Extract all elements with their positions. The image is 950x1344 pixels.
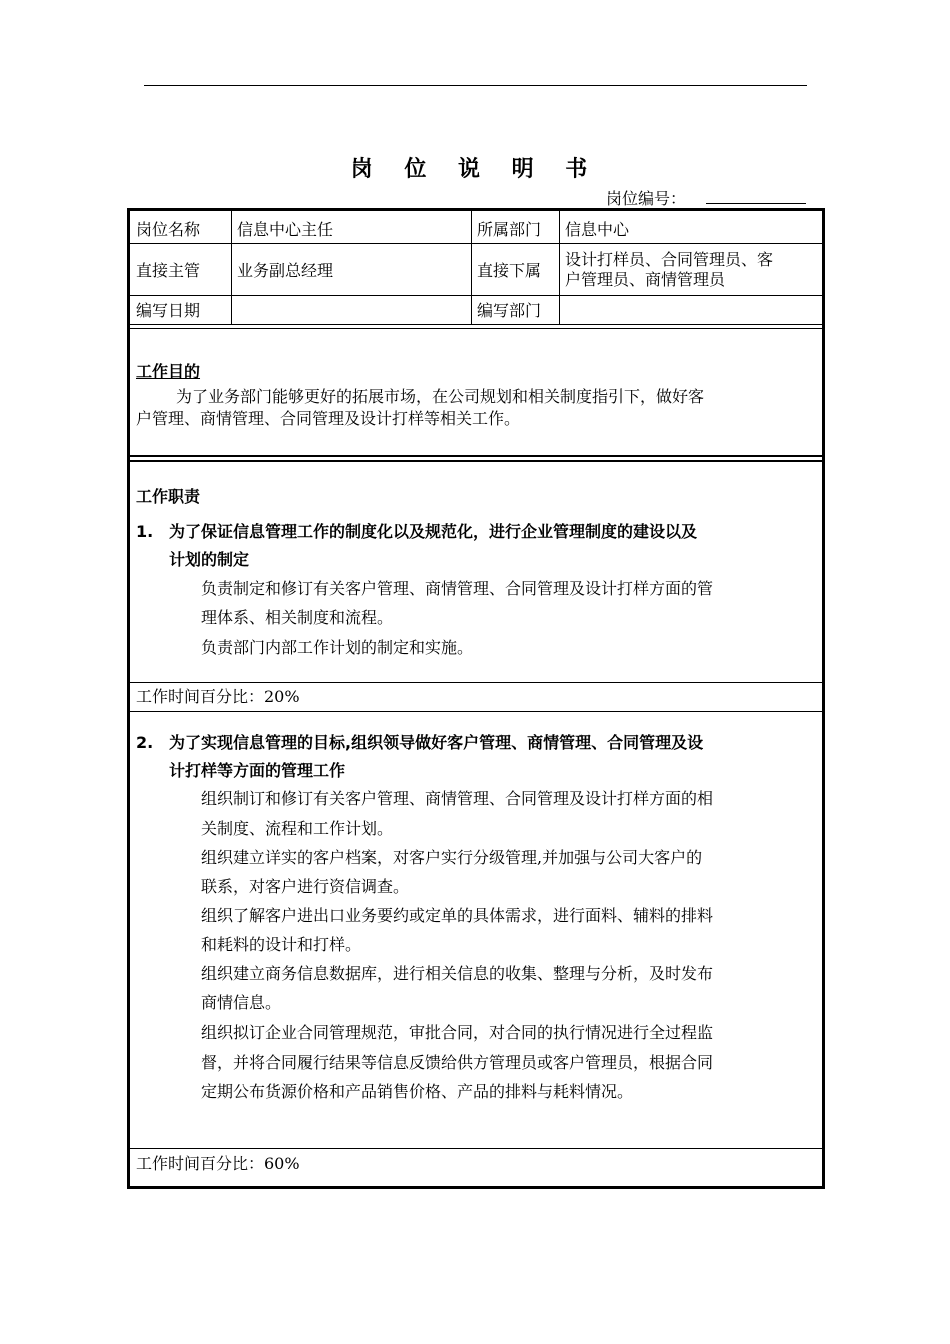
purpose-heading: 工作目的	[136, 362, 201, 381]
author-dept-label: 编写部门	[477, 301, 542, 320]
duty-2-bullet-4-line1: 组织建立商务信息数据库，进行相关信息的收集、整理与分析，及时发布	[201, 964, 714, 983]
subordinates-label: 直接下属	[477, 261, 542, 280]
duty-2-bullet-3-line1: 组织了解客户进出口业务要约或定单的具体需求，进行面料、辅料的排料	[201, 906, 714, 925]
date-label: 编写日期	[136, 301, 201, 320]
section-divider	[130, 455, 822, 457]
duty-2-title-line1: 为了实现信息管理的目标,组织领导做好客户管理、商情管理、合同管理及设	[169, 733, 704, 752]
duty-2-bullet-1-line2: 关制度、流程和工作计划。	[201, 819, 394, 838]
section-divider	[130, 460, 822, 462]
subordinates-value-line1: 设计打样员、合同管理员、客	[565, 250, 774, 269]
duties-heading: 工作职责	[136, 487, 201, 506]
col-divider	[231, 211, 232, 324]
header-rule	[144, 85, 807, 86]
duty-2-bullet-1-line1: 组织制订和修订有关客户管理、商情管理、合同管理及设计打样方面的相	[201, 789, 714, 808]
duty-1-bullet-2-line1: 负责部门内部工作计划的制定和实施。	[201, 638, 474, 657]
duty-2-bullet-5-line1: 组织拟订企业合同管理规范，审批合同，对合同的执行情况进行全过程监	[201, 1023, 714, 1042]
supervisor-value: 业务副总经理	[237, 261, 334, 280]
row-divider	[130, 682, 822, 683]
duty-2-time-percent: 工作时间百分比：60%	[136, 1154, 300, 1173]
duty-1-title-line1: 为了保证信息管理工作的制度化以及规范化，进行企业管理制度的建设以及	[169, 522, 698, 541]
duty-2-bullet-2-line1: 组织建立详实的客户档案，对客户实行分级管理,并加强与公司大客户的	[201, 848, 703, 867]
job-description-form	[127, 208, 825, 1189]
duty-2-bullet-5-line3: 定期公布货源价格和产品销售价格、产品的排料与耗料情况。	[201, 1082, 634, 1101]
duty-2-title-line2: 计打样等方面的管理工作	[169, 761, 346, 780]
position-number-blank	[706, 203, 806, 204]
duty-1-bullet-1-line1: 负责制定和修订有关客户管理、商情管理、合同管理及设计打样方面的管	[201, 579, 714, 598]
document-title: 岗 位 说 明 书	[350, 157, 600, 182]
duty-1-title-line2: 计划的制定	[169, 550, 250, 569]
row-divider	[130, 324, 822, 325]
duty-1-number: 1.	[136, 522, 154, 541]
subordinates-value-line2: 户管理员、商情管理员	[565, 270, 726, 289]
col-divider	[471, 211, 472, 324]
row-divider	[130, 1148, 822, 1149]
position-name-label: 岗位名称	[136, 220, 201, 239]
duty-1-time-percent: 工作时间百分比：20%	[136, 687, 300, 706]
duty-2-bullet-3-line2: 和耗料的设计和打样。	[201, 935, 362, 954]
row-divider	[130, 328, 822, 329]
purpose-text-line1: 为了业务部门能够更好的拓展市场，在公司规划和相关制度指引下，做好客	[176, 387, 705, 406]
position-number-label: 岗位编号：	[606, 189, 687, 208]
row-divider	[130, 711, 822, 712]
supervisor-label: 直接主管	[136, 261, 201, 280]
duty-1-bullet-1-line2: 理体系、相关制度和流程。	[201, 608, 394, 627]
position-name-value: 信息中心主任	[237, 220, 334, 239]
row-divider	[130, 243, 822, 244]
duty-2-number: 2.	[136, 733, 154, 752]
row-divider	[130, 295, 822, 296]
department-value: 信息中心	[565, 220, 630, 239]
duty-2-bullet-5-line2: 督，并将合同履行结果等信息反馈给供方管理员或客户管理员，根据合同	[201, 1053, 714, 1072]
purpose-text-line2: 户管理、商情管理、合同管理及设计打样等相关工作。	[136, 409, 521, 428]
department-label: 所属部门	[477, 220, 542, 239]
col-divider	[559, 211, 560, 324]
duty-2-bullet-2-line2: 联系，对客户进行资信调查。	[201, 877, 410, 896]
duty-2-bullet-4-line2: 商情信息。	[201, 993, 282, 1012]
